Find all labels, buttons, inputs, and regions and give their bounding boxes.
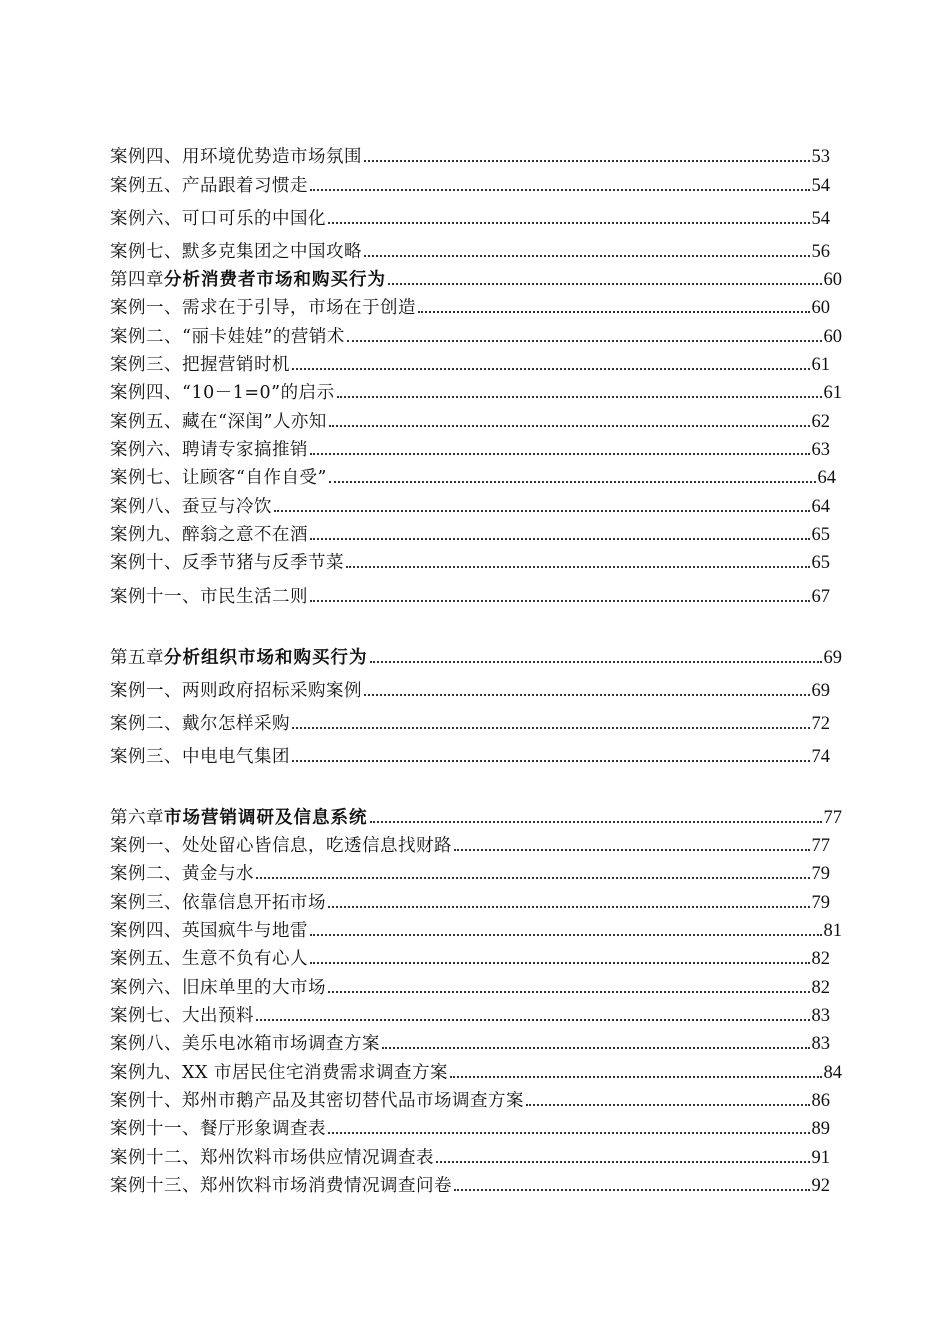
toc-page-number: 82 xyxy=(811,949,830,969)
toc-entry-title: 案例十一、餐厅形象调查表 xyxy=(110,1119,326,1139)
toc-page-number: 84 xyxy=(823,1063,842,1083)
toc-page-number: 92 xyxy=(811,1176,830,1196)
toc-chapter-title xyxy=(110,805,368,831)
toc-entry[interactable] xyxy=(110,1003,830,1029)
toc-entry[interactable] xyxy=(110,711,830,737)
toc-entry[interactable] xyxy=(110,409,830,435)
toc-chapter[interactable] xyxy=(110,267,842,293)
chapter-name: 分析消费者市场和购买行为 xyxy=(164,270,386,290)
toc-entry-title: 案例一、处处留心皆信息，吃透信息找财路 xyxy=(110,836,452,856)
toc-chapter-title xyxy=(110,645,368,671)
toc-entry[interactable] xyxy=(110,1173,830,1199)
toc-entry[interactable] xyxy=(110,550,830,576)
dot-leader xyxy=(370,660,822,663)
toc-entry-title: 案例五、产品跟着习惯走 xyxy=(110,176,308,196)
toc-entry-title: 案例十三、郑州饮料市场消费情况调查问卷 xyxy=(110,1176,452,1196)
toc-entry-title: 案例八、蚕豆与冷饮 xyxy=(110,497,272,517)
toc-entry[interactable] xyxy=(110,946,830,972)
toc-page-number: 77 xyxy=(823,808,842,828)
toc-page-number: 54 xyxy=(811,176,830,196)
toc-entry[interactable] xyxy=(110,295,830,321)
toc-chapter-title xyxy=(110,267,386,293)
dot-leader xyxy=(310,452,810,455)
toc-entry-title: 案例六、可口可乐的中国化 xyxy=(110,209,326,229)
toc-page-number: 89 xyxy=(811,1119,830,1139)
dot-leader xyxy=(292,367,810,370)
toc-page-number: 82 xyxy=(811,978,830,998)
dot-leader xyxy=(310,599,810,602)
toc-entry-title: 案例十、反季节猪与反季节菜 xyxy=(110,553,344,573)
toc-page-number: 91 xyxy=(811,1148,830,1168)
toc-page-number: 65 xyxy=(811,553,830,573)
dot-leader xyxy=(364,159,810,162)
toc-page-number: 60 xyxy=(823,270,842,290)
toc-entry-title: 案例六、聘请专家搞推销 xyxy=(110,440,308,460)
toc-page-number: 60 xyxy=(811,298,830,318)
dot-leader xyxy=(329,424,810,427)
dot-leader xyxy=(328,221,810,224)
toc-page-number: 54 xyxy=(811,209,830,229)
chapter-name: 分析组织市场和购买行为 xyxy=(164,648,368,668)
toc-page-number: 63 xyxy=(811,440,830,460)
toc-entry-title: 案例五、生意不负有心人 xyxy=(110,949,308,969)
toc-page-number: 77 xyxy=(811,836,830,856)
toc-entry-title: 案例二、黄金与水 xyxy=(110,864,254,884)
toc-entry[interactable] xyxy=(110,173,830,199)
toc-entry[interactable] xyxy=(110,1116,830,1142)
toc-page-number: 53 xyxy=(811,147,830,167)
toc-entry[interactable] xyxy=(110,890,830,916)
dot-leader xyxy=(454,848,810,851)
dot-leader xyxy=(328,990,810,993)
toc-entry[interactable] xyxy=(110,918,842,944)
dot-leader xyxy=(388,282,822,285)
toc-entry-title: 案例三、中电电气集团 xyxy=(110,747,290,767)
toc-entry-title: 案例九、醉翁之意不在酒 xyxy=(110,525,308,545)
toc-entry-title: 案例四、“10－1=0”的启示 xyxy=(110,383,335,403)
toc-entry-title: 案例四、英国疯牛与地雷 xyxy=(110,921,308,941)
toc-entry-title: 案例三、依靠信息开拓市场 xyxy=(110,893,326,913)
toc-page-number: 83 xyxy=(811,1006,830,1026)
dot-leader xyxy=(256,1018,810,1021)
toc-entry-title: 案例十二、郑州饮料市场供应情况调查表 xyxy=(110,1148,434,1168)
toc-page-number: 67 xyxy=(811,587,830,607)
chapter-number: 第四章 xyxy=(110,270,164,290)
toc-entry[interactable] xyxy=(110,975,830,1001)
toc-entry-title: 案例一、需求在于引导，市场在于创造 xyxy=(110,298,416,318)
toc-entry-title: 案例一、两则政府招标采购案例 xyxy=(110,681,362,701)
toc-entry-title: 案例六、旧床单里的大市场 xyxy=(110,978,326,998)
toc-entry[interactable] xyxy=(110,437,830,463)
toc-page-number: 60 xyxy=(823,327,842,347)
dot-leader xyxy=(329,480,816,483)
dot-leader xyxy=(382,1046,810,1049)
chapter-name: 市场营销调研及信息系统 xyxy=(164,808,368,828)
dot-leader xyxy=(310,961,810,964)
toc-entry-title: 案例七、默多克集团之中国攻略 xyxy=(110,242,362,262)
toc-page-number: 86 xyxy=(811,1091,830,1111)
dot-leader xyxy=(364,693,810,696)
toc-entry[interactable] xyxy=(110,380,842,406)
toc-entry[interactable] xyxy=(110,584,830,610)
toc-entry[interactable] xyxy=(110,522,830,548)
toc-entry[interactable] xyxy=(110,324,842,350)
toc-entry[interactable] xyxy=(110,494,830,520)
dot-leader xyxy=(310,537,810,540)
toc-entry-title: 案例三、把握营销时机 xyxy=(110,355,290,375)
toc-chapter[interactable] xyxy=(110,805,842,831)
toc-page-number: 65 xyxy=(811,525,830,545)
toc-entry-title: 案例七、让顾客“自作自受” xyxy=(110,468,327,488)
toc-entry[interactable] xyxy=(110,352,830,378)
toc-entry[interactable] xyxy=(110,206,830,232)
toc-entry[interactable] xyxy=(110,465,836,491)
toc-entry[interactable] xyxy=(110,1088,830,1114)
toc-entry[interactable] xyxy=(110,1031,830,1057)
dot-leader xyxy=(436,1160,810,1163)
toc-page-number: 74 xyxy=(811,747,830,767)
dot-leader xyxy=(310,933,822,936)
toc-entry[interactable] xyxy=(110,744,830,770)
toc-page-number: 81 xyxy=(823,921,842,941)
toc-page-number: 69 xyxy=(811,681,830,701)
dot-leader xyxy=(370,820,822,823)
toc-page-number: 72 xyxy=(811,714,830,734)
dot-leader xyxy=(450,1075,822,1078)
toc-entry[interactable] xyxy=(110,144,830,170)
toc-entry-title: 案例八、美乐电冰箱市场调查方案 xyxy=(110,1034,380,1054)
toc-entry[interactable] xyxy=(110,833,830,859)
dot-leader xyxy=(454,1188,810,1191)
toc-page-number: 56 xyxy=(811,242,830,262)
chapter-number: 第五章 xyxy=(110,648,164,668)
toc-page-number: 62 xyxy=(811,412,830,432)
dot-leader xyxy=(337,395,822,398)
chapter-number: 第六章 xyxy=(110,808,164,828)
toc-entry-title: 案例二、戴尔怎样采购 xyxy=(110,714,290,734)
dot-leader xyxy=(346,565,810,568)
toc-entry-title: 案例十、郑州市鹅产品及其密切替代品市场调查方案 xyxy=(110,1091,524,1111)
toc-entry-title: 案例二、“丽卡娃娃”的营销术 xyxy=(110,327,345,347)
dot-leader xyxy=(347,339,822,342)
toc-page-number: 64 xyxy=(811,497,830,517)
dot-leader xyxy=(328,1131,810,1134)
toc-entry[interactable] xyxy=(110,861,830,887)
toc-entry[interactable] xyxy=(110,678,830,704)
toc-entry[interactable] xyxy=(110,1145,830,1171)
dot-leader xyxy=(292,759,810,762)
dot-leader xyxy=(310,188,810,191)
toc-page-number: 69 xyxy=(823,648,842,668)
toc-page-number: 79 xyxy=(811,864,830,884)
toc-chapter[interactable] xyxy=(110,645,842,671)
toc-entry[interactable] xyxy=(110,1060,842,1086)
dot-leader xyxy=(274,509,810,512)
toc-entry[interactable] xyxy=(110,239,830,265)
toc-page-number: 79 xyxy=(811,893,830,913)
dot-leader xyxy=(526,1103,810,1106)
dot-leader xyxy=(292,726,810,729)
toc-entry-title: 案例四、用环境优势造市场氛围 xyxy=(110,147,362,167)
dot-leader xyxy=(364,254,810,257)
dot-leader xyxy=(256,876,810,879)
toc-page-number: 61 xyxy=(823,383,842,403)
toc-entry-title: 案例九、XX 市居民住宅消费需求调查方案 xyxy=(110,1063,448,1083)
toc-entry-title: 案例十一、市民生活二则 xyxy=(110,587,308,607)
dot-leader xyxy=(328,905,810,908)
dot-leader xyxy=(418,310,810,313)
toc-entry-title: 案例七、大出预料 xyxy=(110,1006,254,1026)
toc-page-number: 83 xyxy=(811,1034,830,1054)
toc-page-number: 61 xyxy=(811,355,830,375)
toc-entry-title: 案例五、藏在“深闺”人亦知 xyxy=(110,412,327,432)
toc-page-number: 64 xyxy=(817,468,836,488)
